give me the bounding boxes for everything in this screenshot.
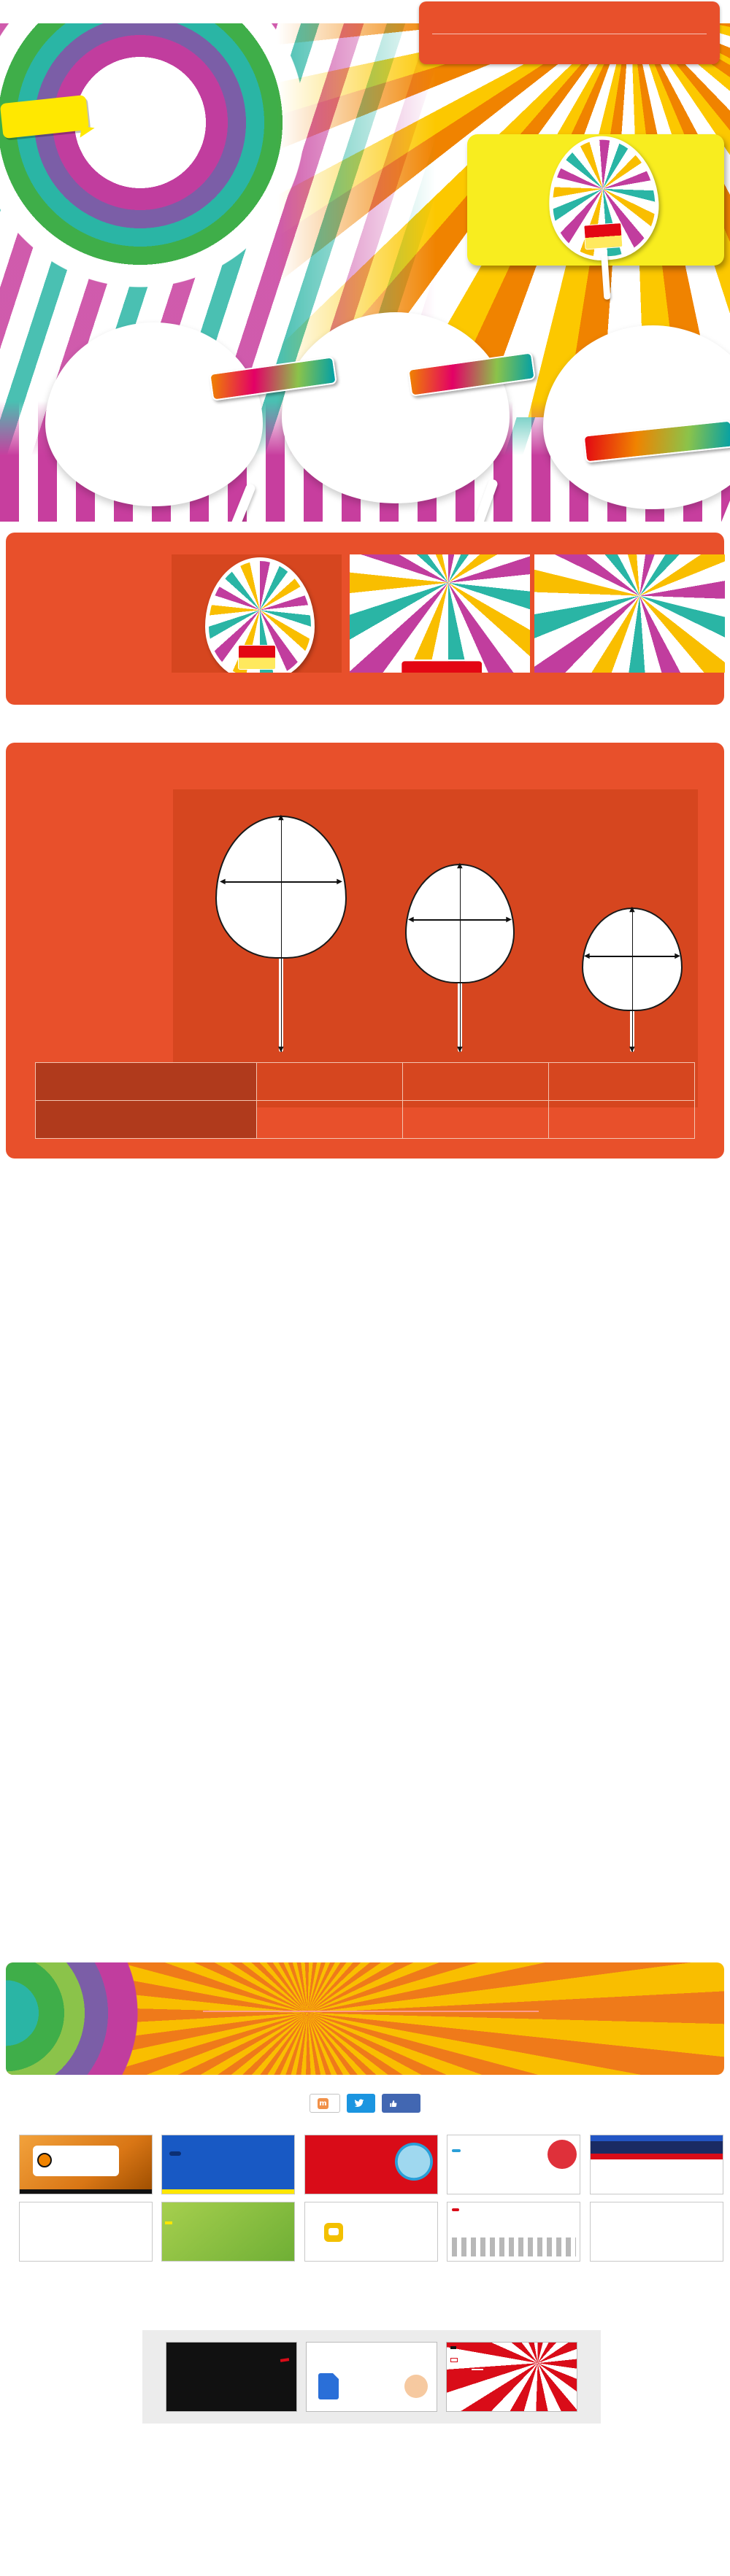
template-link-cell[interactable] [403,1101,549,1139]
banner-title [169,2151,181,2156]
banner-happi-apron[interactable] [447,2135,580,2194]
rainbow-decoration [6,1962,181,2075]
banner-tairyobata[interactable] [446,2342,577,2412]
height-arrow [632,909,633,1052]
template-row-header [36,1101,257,1139]
table-row [36,1101,695,1139]
coupon-section-heading [23,557,72,567]
fan-photo-1 [172,554,342,673]
notes-section [369,1585,699,1595]
coupon-fan-section [6,533,724,705]
banner-title [472,2369,483,2370]
banner-title [591,2141,723,2154]
template-row-header [36,1063,257,1101]
arrow-up-icon: ▲ [629,905,635,913]
variety-section-heading [42,868,91,878]
arrow-up-icon: ▲ [278,813,284,821]
banner-ehime-doga[interactable] [590,2202,723,2262]
fan-photo-3 [534,554,725,673]
arrow-right-icon: ▶ [506,916,512,924]
fan-diagram-middle [582,905,683,1053]
template-link-cell[interactable] [257,1063,403,1101]
template-link-cell[interactable] [403,1063,549,1101]
facebook-like-button[interactable] [382,2094,420,2113]
header-contact-box[interactable] [419,1,720,64]
patent-tag [280,2358,289,2362]
template-intro [44,1039,51,1053]
fan-photo-2 [350,554,530,673]
social-buttons [0,2094,730,2113]
height-arrow [281,817,282,1052]
width-arrow [587,956,677,957]
arrow-up-icon: ▲ [457,862,463,870]
jimdo-logo [20,2233,152,2254]
fan-coupon-label [238,645,276,670]
fan-coupon-label [583,223,623,250]
order-made-tag [450,2358,458,2362]
arrow-left-icon: ◀ [220,878,226,886]
width-arrow [411,919,509,921]
banner-happi-happi[interactable] [304,2135,438,2194]
banner-top-band [591,2135,723,2141]
arrow-down-icon: ▼ [629,1045,635,1053]
people-silhouette [452,2237,576,2256]
banner-word-dtp[interactable] [306,2342,437,2412]
ready-made-tag [450,2346,456,2349]
arrow-right-icon: ▶ [337,878,342,886]
banner-band [165,2221,172,2224]
speech-bubble-icon [324,2223,343,2242]
height-arrow [460,865,461,1052]
fan-blade [534,554,725,673]
fan-coupon-label [400,660,483,673]
size-template-section [6,743,724,1159]
divider [203,2011,539,2012]
banner-mikanya[interactable] [19,2135,153,2194]
site-check-tag [452,2208,459,2211]
arrow-left-icon: ◀ [408,916,414,924]
banner-oripack[interactable] [166,2342,297,2412]
banner-sakawa-print[interactable] [161,2135,295,2194]
mixi-icon [318,2098,328,2109]
arrow-left-icon: ◀ [584,952,590,960]
width-arrow [223,881,339,883]
banner-bottom-band [591,2154,723,2159]
price-title-nocoupon [29,1211,35,1231]
thumbs-up-icon [389,2099,399,2108]
mixi-check-button[interactable] [310,2094,340,2113]
contact-banner[interactable] [6,1962,724,2075]
heading-line [23,557,72,567]
banner-jimdo-cafe[interactable] [19,2202,153,2262]
fan-photo-panel [467,134,724,266]
photo-circle [548,2140,577,2169]
template-link-cell[interactable] [549,1101,695,1139]
template-link-cell[interactable] [257,1101,403,1139]
banner-band [452,2149,461,2152]
word-document-icon [318,2373,339,2399]
mandarin-icon [37,2153,52,2167]
twitter-bird-icon [354,2098,364,2108]
size-diagram-panel [173,789,698,1107]
price-title-oneside [369,1211,374,1231]
heading-line [42,868,91,878]
banner-chair-ad[interactable] [590,2135,723,2194]
banner-ud-talk[interactable] [304,2202,438,2262]
heading-line [47,557,71,562]
person-illustration [404,2375,428,2398]
arrow-down-icon: ▼ [278,1045,284,1053]
photo-circle [395,2143,433,2181]
arrow-right-icon: ▶ [675,952,680,960]
hero-section [0,23,730,522]
banner-web-reform[interactable] [447,2202,580,2262]
services-carousel [142,2330,601,2424]
table-row [36,1063,695,1101]
price-title-bothsides [29,1566,35,1586]
template-download-table [35,1062,695,1139]
fan-diagram-compact [405,864,515,1052]
fan-diagram-regular [215,813,347,1053]
tweet-button[interactable] [347,2094,375,2113]
template-link-cell[interactable] [549,1063,695,1101]
heading-line [66,868,90,873]
project-logo [10,41,15,63]
fan-blade [350,554,530,673]
banner-chirashi[interactable] [161,2202,295,2262]
banner-bottom-band [20,2189,152,2194]
arrow-down-icon: ▼ [457,1045,463,1053]
banner-bottom-band [162,2189,294,2194]
